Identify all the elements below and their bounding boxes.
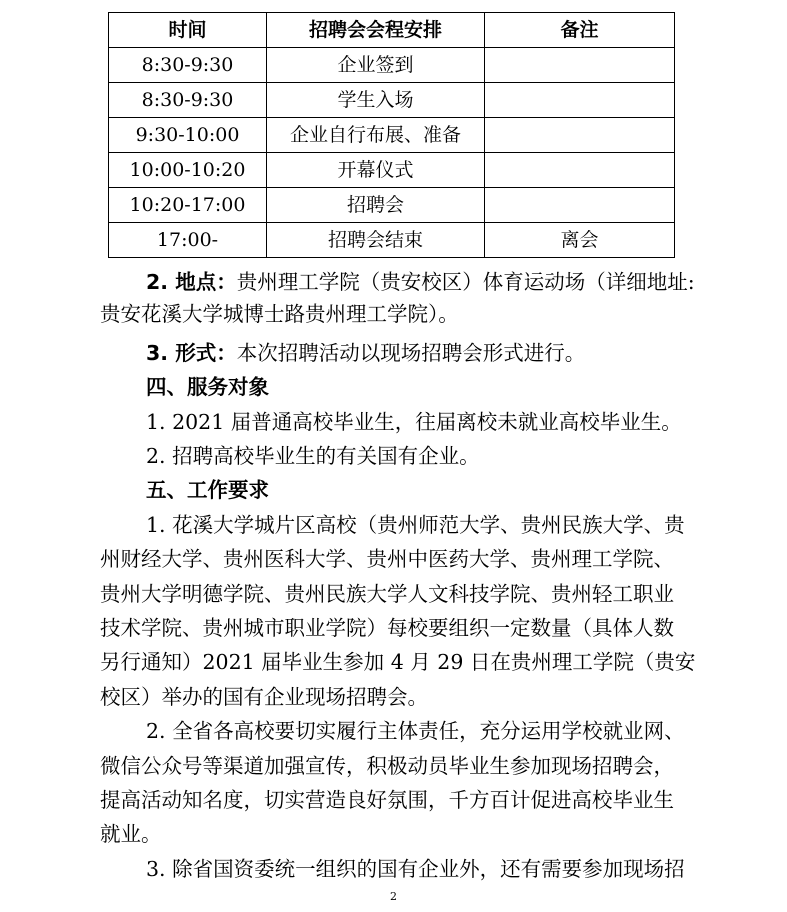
cell-agenda: 招聘会结束 xyxy=(267,223,485,258)
cell-agenda: 招聘会 xyxy=(267,188,485,223)
table-row xyxy=(109,223,675,258)
table-row xyxy=(109,188,675,223)
cell-agenda: 企业自行布展、准备 xyxy=(267,118,485,153)
table-row xyxy=(109,153,675,188)
cell-time: 10:00-10:20 xyxy=(109,153,267,188)
format-text: 本次招聘活动以现场招聘会形式进行。 xyxy=(236,341,586,365)
paragraph-2-line: 提高活动知名度，切实营造良好氛围，千方百计促进高校毕业生 xyxy=(100,788,674,812)
cell-time: 10:20-17:00 xyxy=(109,188,267,223)
header-time: 时间 xyxy=(109,13,267,48)
header-note: 备注 xyxy=(485,13,675,48)
cell-time: 17:00- xyxy=(109,223,267,258)
cell-agenda: 学生入场 xyxy=(267,83,485,118)
section-4-item-2: 2. 招聘高校毕业生的有关国有企业。 xyxy=(146,444,480,468)
paragraph-2-line: 就业。 xyxy=(100,822,162,846)
cell-note xyxy=(485,48,675,83)
location-line-2: 贵安花溪大学城博士路贵州理工学院）。 xyxy=(100,302,459,326)
section-4-heading: 四、服务对象 xyxy=(146,375,269,399)
paragraph-2-line: 2. 全省各高校要切实履行主体责任，充分运用学校就业网、 xyxy=(146,719,685,743)
cell-note xyxy=(485,188,675,223)
table-row xyxy=(109,118,675,153)
paragraph-2-line: 微信公众号等渠道加强宣传，积极动员毕业生参加现场招聘会， xyxy=(100,754,674,778)
cell-time: 9:30-10:00 xyxy=(109,118,267,153)
paragraph-1-line: 1. 花溪大学城片区高校（贵州师范大学、贵州民族大学、贵 xyxy=(146,513,685,537)
section-5-heading: 五、工作要求 xyxy=(146,478,269,502)
paragraph-1-line: 技术学院、贵州城市职业学院）每校要组织一定数量（具体人数 xyxy=(100,616,674,640)
location-label: 2. 地点： xyxy=(146,270,237,294)
cell-time: 8:30-9:30 xyxy=(109,83,267,118)
header-agenda: 招聘会会程安排 xyxy=(267,13,485,48)
cell-note xyxy=(485,83,675,118)
paragraph-1-line: 州财经大学、贵州医科大学、贵州中医药大学、贵州理工学院、 xyxy=(100,547,674,571)
section-4-item-1: 1. 2021 届普通高校毕业生，往届离校未就业高校毕业生。 xyxy=(146,410,682,434)
table-row xyxy=(109,48,675,83)
format-label: 3. 形式： xyxy=(146,341,237,365)
cell-agenda: 企业签到 xyxy=(267,48,485,83)
cell-note: 离会 xyxy=(485,223,675,258)
page-number: 2 xyxy=(390,890,397,903)
paragraph-1-line: 另行通知）2021 届毕业生参加 4 月 29 日在贵州理工学院（贵安 xyxy=(100,650,696,674)
paragraph-1-line: 校区）举办的国有企业现场招聘会。 xyxy=(100,685,428,709)
format-line xyxy=(146,339,585,367)
cell-note xyxy=(485,153,675,188)
paragraph-3-line: 3. 除省国资委统一组织的国有企业外，还有需要参加现场招 xyxy=(146,857,685,881)
cell-agenda: 开幕仪式 xyxy=(267,153,485,188)
cell-note xyxy=(485,118,675,153)
cell-time: 8:30-9:30 xyxy=(109,48,267,83)
location-text-1: 贵州理工学院（贵安校区）体育运动场（详细地址: xyxy=(236,270,695,294)
table-header-row xyxy=(109,13,675,48)
paragraph-1-line: 贵州大学明德学院、贵州民族大学人文科技学院、贵州轻工职业 xyxy=(100,582,674,606)
schedule-table xyxy=(108,12,675,258)
table-row xyxy=(109,83,675,118)
location-line-1 xyxy=(146,268,695,296)
